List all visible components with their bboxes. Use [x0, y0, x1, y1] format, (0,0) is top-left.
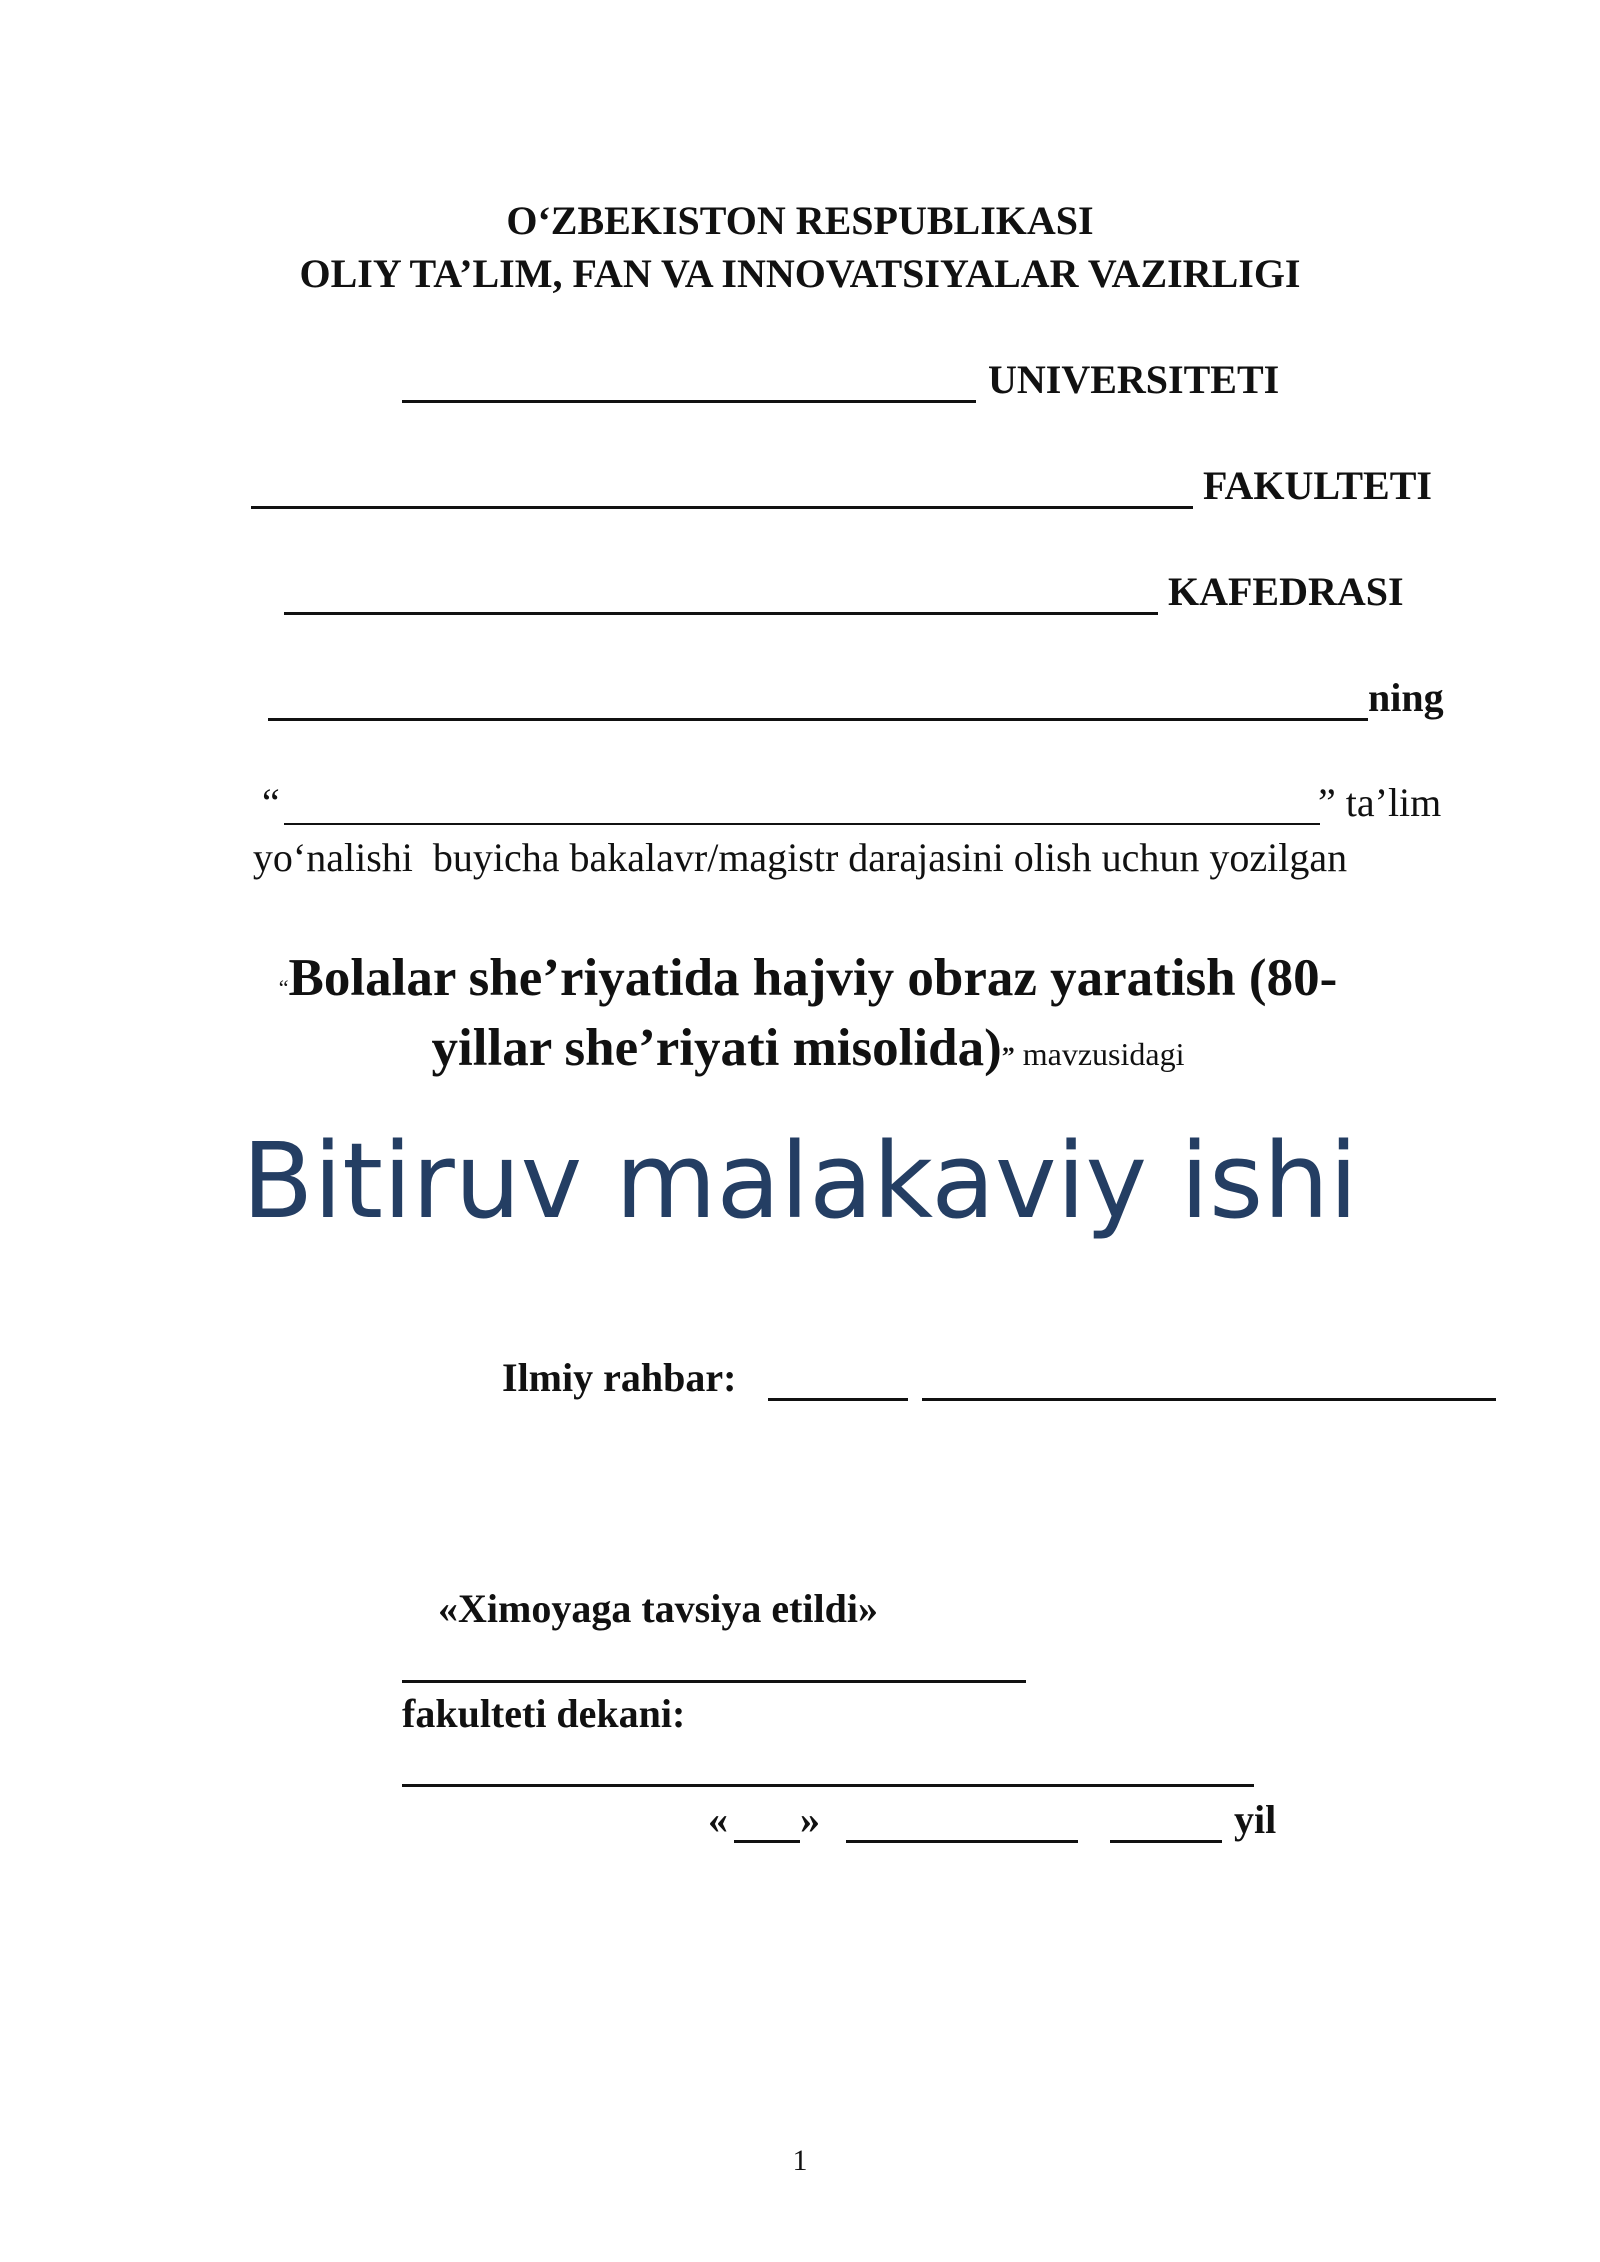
supervisor-blank-long: [922, 1398, 1496, 1401]
direction-description: yo‘nalishi buyicha bakalavr/magistr darajasini olish uchun yozilgan: [252, 835, 1348, 880]
ministry-heading: OLIY TA’LIM, FAN VA INNOVATSIYALAR VAZIRLIGI: [299, 251, 1301, 296]
direction-suffix: ” ta’lim: [1318, 780, 1442, 825]
topic-close-quote: ”: [1001, 1042, 1015, 1071]
department-label: KAFEDRASI: [1168, 569, 1404, 614]
topic-suffix: mavzusidagi: [1014, 1036, 1185, 1072]
date-month-blank: [846, 1840, 1078, 1843]
dean-label: fakulteti dekani:: [402, 1691, 686, 1736]
supervisor-label: Ilmiy rahbar:: [502, 1355, 737, 1400]
date-open-quote: «: [708, 1797, 728, 1842]
topic-open-quote: “: [278, 975, 289, 1000]
page-number: 1: [792, 2144, 808, 2177]
department-blank: [284, 612, 1158, 615]
recommendation-blank-1: [402, 1680, 1026, 1683]
date-day-blank: [734, 1840, 800, 1843]
student-label: ning: [1368, 675, 1444, 720]
faculty-label: FAKULTETI: [1203, 463, 1432, 508]
topic-title-part-1: Bolalar she’riyatida hajviy obraz yaratish (80-: [288, 949, 1338, 1007]
supervisor-blank-short: [768, 1398, 908, 1401]
university-blank: [402, 400, 976, 403]
topic-title-part-2: yillar she’riyati misolida): [431, 1019, 1002, 1077]
student-blank: [268, 718, 1368, 721]
direction-open-quote: “: [262, 780, 280, 825]
topic-line-2: [0, 1000, 1600, 1096]
country-heading: O‘ZBEKISTON RESPUBLIKASI: [506, 198, 1094, 243]
recommendation-heading: «Ximoyaga tavsiya etildi»: [438, 1586, 878, 1631]
year-label: yil: [1234, 1797, 1277, 1842]
date-year-blank: [1110, 1840, 1222, 1843]
date-close-quote: »: [800, 1797, 820, 1842]
direction-blank: [284, 823, 1320, 825]
dean-blank: [402, 1784, 1254, 1787]
work-type-title: Bitiruv malakaviy ishi: [242, 1120, 1358, 1242]
university-label: UNIVERSITETI: [988, 357, 1280, 402]
faculty-blank: [251, 506, 1193, 509]
